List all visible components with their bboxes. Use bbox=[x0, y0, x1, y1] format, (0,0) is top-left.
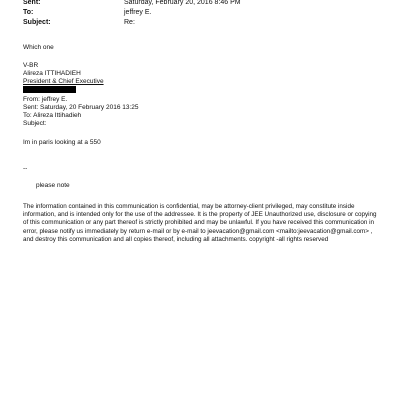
quoted-body: Im in paris looking at a 550 bbox=[23, 139, 101, 146]
subject-label: Subject: bbox=[23, 19, 51, 26]
subject-value: Re: bbox=[124, 19, 135, 26]
quoted-subject: Subject: bbox=[23, 120, 47, 127]
disclaimer-text: The information contained in this communication is confidential, may be attorney-client privileged, may constitute inside information, and is intended only for the use of the addressee. It is the property of JEE Unauthorized use, disclosure or copying of this communication or any part thereof is strictly prohibited and may be unlawful. If you have received this communication in error, please notify us immediately by return e-mail or by e-mail to jeevacation@gmail.com <mailto:jeevacation@gmail.com> , and destroy this communication and all copies thereof, including all attachments. copyright -all rights reserved bbox=[23, 203, 377, 243]
signature-title: President & Chief Executive bbox=[23, 78, 104, 85]
separator: -- bbox=[23, 165, 28, 172]
to-value: jeffrey E. bbox=[124, 9, 152, 16]
signature-name: Alireza ITTIHADIEH bbox=[23, 70, 81, 77]
sent-label: Sent: bbox=[23, 0, 41, 6]
quoted-to: To: Alireza Ittihadieh bbox=[23, 112, 82, 119]
sent-value: Saturday, February 20, 2016 8:46 PM bbox=[124, 0, 241, 6]
message-greeting: Which one bbox=[23, 44, 54, 51]
signature-line1: V-BR bbox=[23, 62, 39, 69]
to-label: To: bbox=[23, 9, 34, 16]
please-note: please note bbox=[36, 182, 70, 189]
redaction-block bbox=[23, 86, 76, 93]
quoted-from: From: jeffrey E. bbox=[23, 96, 68, 103]
quoted-sent: Sent: Saturday, 20 February 2016 13:25 bbox=[23, 104, 139, 111]
